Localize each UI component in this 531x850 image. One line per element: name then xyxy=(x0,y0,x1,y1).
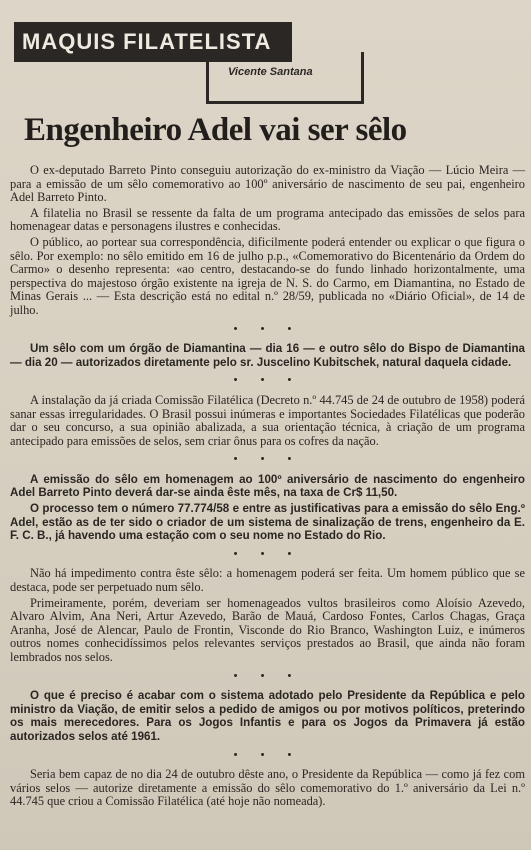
article-body xyxy=(10,164,525,811)
highlight-paragraph: O que é preciso é acabar com o sistema adotado pelo Presidente da República e pelo ministro da Viação, de emitir selos a pedido de amigos ou por motivos políticos, preterindo os mais merecedores. Para os Jogos Infantis e para os Jogos da Primavera já estão autorizados selos até 1961. xyxy=(10,689,525,743)
highlight-paragraph: A emissão do sêlo em homenagem ao 100º aniversário de nascimento do engenheiro Adel Barreto Pinto deverá dar-se ainda êste mês, na taxa de Cr$ 11,50. xyxy=(10,472,525,500)
section-separator: • • • xyxy=(233,669,302,682)
body-paragraph: A filatelia no Brasil se ressente da falta de um programa antecipado das emissões de selos para homenagear datas e personagens ilustres e conhecidas. xyxy=(10,205,525,234)
body-paragraph: Seria bem capaz de no dia 24 de outubro dêste ano, o Presidente da República — como já fez com vários selos — autorize diretamente a emissão do sêlo comemorativo do 1.º aniversário da Lei n.º 44.745 que criou a Comissão Filatélica (até hoje não nomeada). xyxy=(10,767,525,809)
section-separator: • • • xyxy=(233,453,302,466)
author-byline: Vicente Santana xyxy=(228,66,313,78)
byline-frame xyxy=(206,52,364,104)
highlight-paragraph: Um sêlo com um órgão de Diamantina — dia 16 — e outro sêlo do Bispo de Diamantina — dia 20 — autorizados diretamente pelo sr. Juscelino Kubitschek, natural daquela cidade. xyxy=(10,342,525,369)
body-paragraph: A instalação da já criada Comissão Filatélica (Decreto n.º 44.745 de 24 de outubro de 1958) poderá sanar essas irregularidades. O Brasil possui inúmeras e importantes Sociedades Filatélicas que poderão dar o seu concurso, a sua opinião abalizada, a sua orientação técnica, à criação de um programa antecipado para emissões de selos, sem criar ônus para os cofres da nação. xyxy=(10,392,525,448)
body-paragraph: O público, ao portear sua correspondência, dificilmente poderá entender ou explicar o que figura o sêlo. Por exemplo: no sêlo emitido em 16 de julho p.p., «Comemorativo do Bicentenário da Ordem do Carmo» o desenho representa: «ao centro, destacando-se do fundo linhado horizontalmente, uma perspectiva do majestoso órgão existente na igreja de N. S. do Carmo, em Diamantina, no Estado de Minas Gerais ... — Esta descrição está no edital n.º 28/59, publicada no «Diário Oficial», de 14 de julho. xyxy=(10,234,525,317)
section-separator: • • • xyxy=(233,374,302,387)
body-paragraph: Não há impedimento contra êste sêlo: a homenagem poderá ser feita. Um homem público que se destaca, pode ser perpetuado num sêlo. xyxy=(10,566,525,595)
body-paragraph: O ex-deputado Barreto Pinto conseguiu autorização do ex-ministro da Viação — Lúcio Meira — para a emissão de um sêlo comemorativo ao 100º aniversário de nascimento de seu pai, engenheiro Adel Barreto Pinto. xyxy=(10,163,525,205)
section-separator: • • • xyxy=(233,322,302,335)
section-separator: • • • xyxy=(233,547,302,560)
article-headline: Engenheiro Adel vai ser sêlo xyxy=(24,112,407,148)
highlight-paragraph: O processo tem o número 77.774/58 e entre as justificativas para a emissão do sêlo Eng.º Adel, estão as de ter sido o criador de um sistema de sinalização de trens, engenheiro da E. F. C. B., já havendo uma estação com o seu nome no Estado do Rio. xyxy=(10,502,525,543)
body-paragraph: Primeiramente, porém, deveriam ser homenageados vultos brasileiros como Aloísio Azevedo, Alvaro Alvim, Ana Neri, Artur Azevedo, Barão de Mauá, Cardoso Fontes, Carlos Chagas, Graça Aranha, José de Alencar, Paulo de Frontin, Visconde do Rio Branco, Washington Luiz, e inúmeros outros nomes conhecidíssimos pelos relevantes serviços prestados ao Brasil, que ainda não foram lembrados nos selos. xyxy=(10,595,525,664)
section-separator: • • • xyxy=(233,748,302,761)
column-masthead: MAQUIS FILATELISTA xyxy=(14,22,292,62)
